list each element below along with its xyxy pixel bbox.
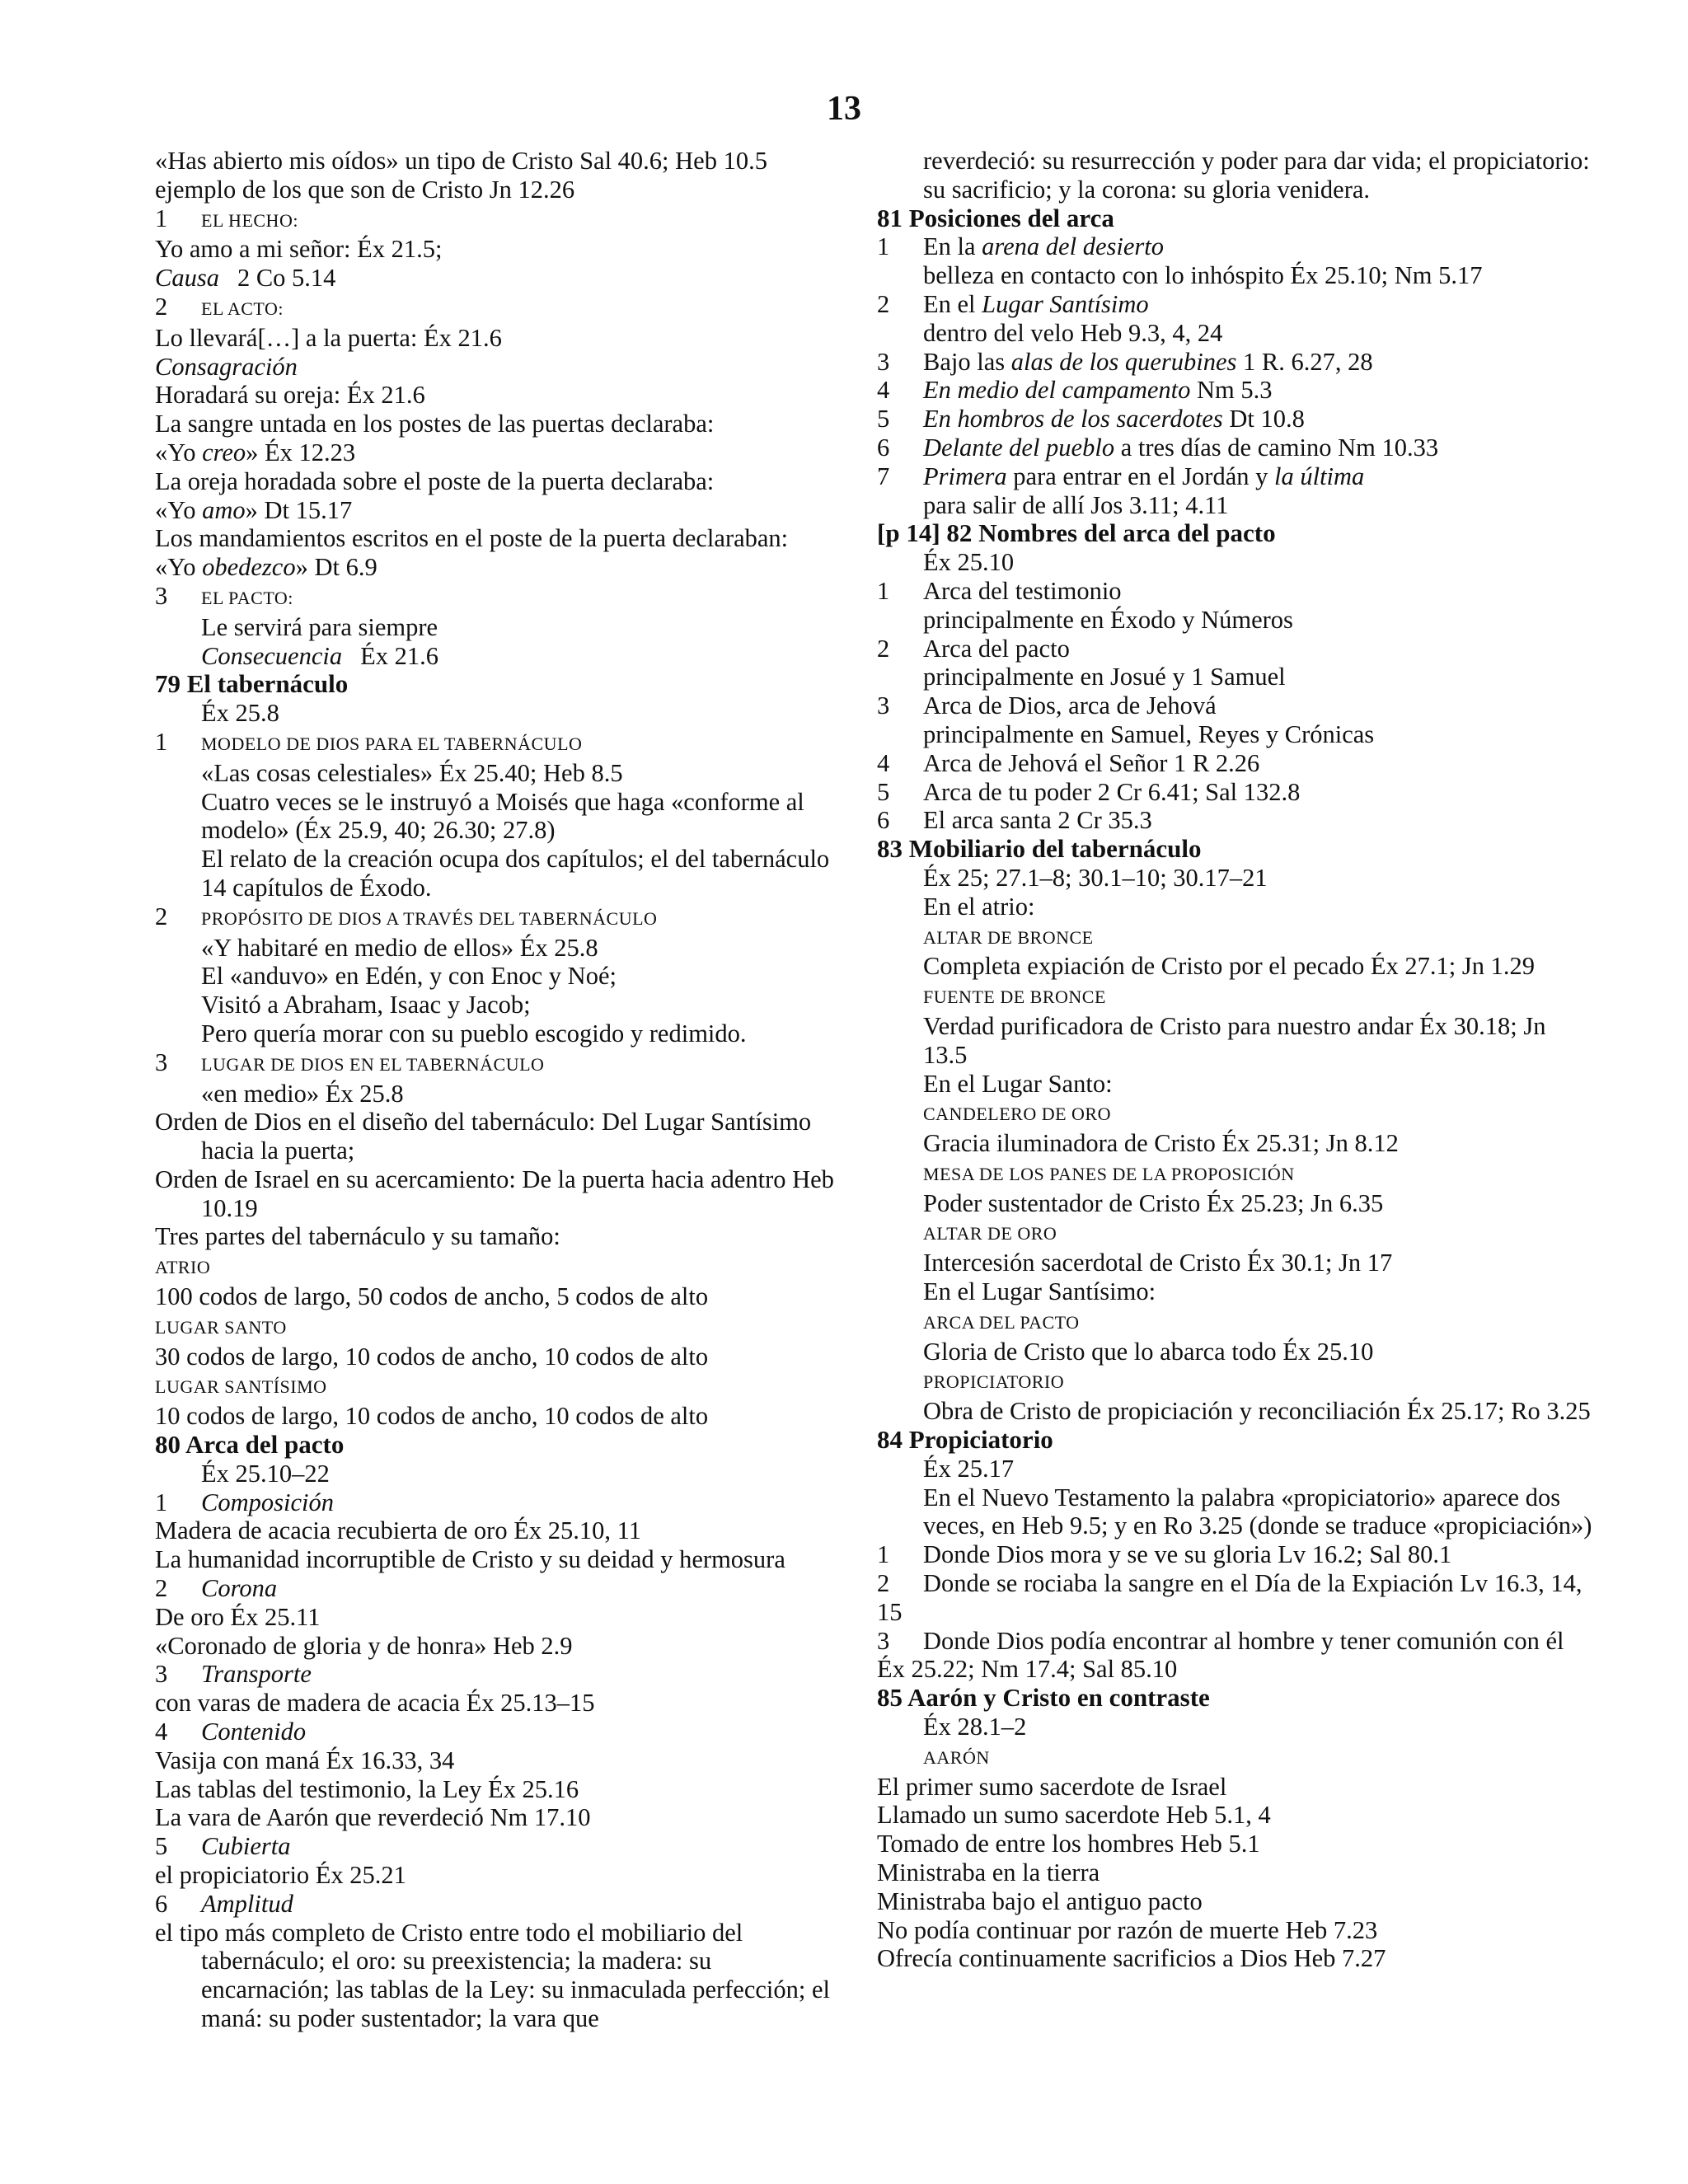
- entry-line: [155, 582, 839, 613]
- entry-line: [877, 405, 1594, 434]
- section-heading: 85 Aarón y Cristo en contraste: [877, 1683, 1210, 1713]
- entry-line: [155, 934, 839, 963]
- entry-text: En el atrio:: [923, 892, 1035, 921]
- item-number: 4: [877, 748, 890, 777]
- entry-line: [877, 1540, 1594, 1569]
- entry-text: El relato de la creación ocupa dos capítulos; el del tabernáculo 14 capítulos de Éxodo.: [201, 845, 830, 902]
- entry-text: Donde Dios mora y se ve su gloria Lv 16.2; Sal 80.1: [923, 1540, 1452, 1569]
- entry-line: [155, 1019, 839, 1048]
- entry-line: [877, 1070, 1594, 1099]
- entry-line: [155, 613, 839, 642]
- entry-line: [155, 642, 839, 671]
- item-number: 5: [155, 1832, 168, 1861]
- italic-text: alas de los querubines: [1010, 347, 1237, 376]
- italic-text: obedezco: [202, 553, 296, 582]
- entry-text: «Las cosas celestiales» Éx 25.40; Heb 8.5: [201, 758, 623, 787]
- small-caps-label: ARCA DEL PACTO: [923, 1311, 1080, 1333]
- entry-text: Éx 28.1–2: [923, 1713, 1027, 1741]
- entry-line: [155, 1890, 839, 1919]
- entry-line: [155, 467, 839, 496]
- entry-line: [155, 1718, 839, 1746]
- entry-line: [155, 902, 839, 934]
- entry-text: Dt 10.8: [1222, 405, 1305, 434]
- small-caps-label: LUGAR SANTÍSIMO: [155, 1376, 327, 1398]
- entry-text: para salir de allí Jos 3.11; 4.11: [923, 490, 1229, 519]
- entry-text: 100 codos de largo, 50 codos de ancho, 5 codos de alto: [155, 1282, 709, 1311]
- page-number: 13: [827, 90, 861, 128]
- entry-text: Ofrecía continuamente sacrificios a Dios Heb 7.27: [877, 1944, 1386, 1973]
- entry-line: [155, 1402, 839, 1431]
- item-number: 6: [877, 806, 890, 835]
- entry-line: [155, 1311, 839, 1343]
- item-number: 1: [155, 204, 168, 232]
- entry-line: [155, 176, 839, 204]
- entry-line: [155, 524, 839, 553]
- entry-text: «Yo: [155, 438, 203, 466]
- entry-text: La humanidad incorruptible de Cristo y su deidad y hermosura: [155, 1545, 785, 1574]
- entry-line: [155, 991, 839, 1019]
- entry-line: [155, 962, 839, 991]
- entry-line: [155, 728, 839, 759]
- entry-line: [877, 981, 1594, 1012]
- entry-text: Arca de Jehová el Señor 1 R 2.26: [923, 748, 1260, 777]
- entry-line: [155, 1574, 839, 1603]
- small-caps-label: PROPICIATORIO: [923, 1371, 1065, 1393]
- entry-text: Orden de Dios en el diseño del tabernáculo: Del Lugar Santísimo hacia la puerta;: [155, 1108, 812, 1165]
- entry-line: [877, 1338, 1594, 1366]
- entry-text: Arca de Dios, arca de Jehová: [923, 691, 1217, 720]
- entry-line: [877, 952, 1594, 981]
- italic-text: Contenido: [201, 1718, 307, 1746]
- item-number: 1: [877, 576, 890, 605]
- entry-line: [155, 324, 839, 353]
- italic-text: Lugar Santísimo: [982, 289, 1149, 318]
- item-number: 7: [877, 462, 890, 490]
- entry-line: [877, 1741, 1594, 1773]
- entry-text: para entrar en el Jordán y: [1006, 462, 1275, 490]
- item-number: 2: [877, 1569, 890, 1598]
- entry-text: La oreja horadada sobre el poste de la puerta declaraba:: [155, 466, 715, 495]
- entry-text: 1 R. 6.27, 28: [1236, 347, 1373, 376]
- entry-line: [877, 147, 1594, 204]
- entry-line: [877, 462, 1594, 491]
- entry-text: belleza en contacto con lo inhóspito Éx 25.10; Nm 5.17: [923, 261, 1483, 290]
- entry-line: [155, 1165, 839, 1223]
- entry-line: [155, 1488, 839, 1517]
- small-caps-label: AARÓN: [923, 1746, 990, 1768]
- entry-line: [877, 1627, 1594, 1685]
- entry-line: [877, 749, 1594, 778]
- entry-line: [155, 496, 839, 525]
- item-number: 1: [877, 232, 890, 261]
- entry-text: el tipo más completo de Cristo entre todo el mobiliario del tabernáculo; el oro: su preexistencia; la madera: su encarnación; las tablas de la Ley: su inmaculada perfección; el maná: su poder sustentador; la vara que: [155, 1918, 830, 2032]
- item-number: 1: [877, 1540, 890, 1569]
- small-caps-label: MODELO DE DIOS PARA EL TABERNÁCULO: [201, 733, 583, 754]
- entry-line: [155, 788, 839, 846]
- entry-text: Donde Dios podía encontrar al hombre y tener comunión con él Éx 25.22; Nm 17.4; Sal 85.10: [877, 1626, 1564, 1684]
- entry-text: Ministraba bajo el antiguo pacto: [877, 1886, 1203, 1915]
- italic-text: arena del desierto: [982, 232, 1164, 261]
- entry-text: Madera de acacia recubierta de oro Éx 25.10, 11: [155, 1516, 641, 1545]
- entry-text: a tres días de camino Nm 10.33: [1114, 433, 1439, 462]
- entry-line: [877, 548, 1594, 577]
- entry-line: [877, 720, 1594, 749]
- entry-line: [877, 864, 1594, 893]
- entry-text: Vasija con maná Éx 16.33, 34: [155, 1746, 455, 1774]
- entry-line: [877, 778, 1594, 807]
- italic-text: En medio del campamento: [923, 376, 1191, 405]
- entry-text: Horadará su oreja: Éx 21.6: [155, 381, 425, 410]
- entry-text: «Coronado de gloria y de honra» Heb 2.9: [155, 1631, 573, 1660]
- section-heading: 81 Posiciones del arca: [877, 203, 1114, 232]
- entry-line: [155, 553, 839, 582]
- entry-line: [877, 1189, 1594, 1218]
- entry-text: Gracia iluminadora de Cristo Éx 25.31; Jn 8.12: [923, 1129, 1399, 1158]
- entry-line: [877, 921, 1594, 953]
- entry-text: principalmente en Josué y 1 Samuel: [923, 663, 1286, 691]
- entry-line: [877, 1217, 1594, 1249]
- item-number: 5: [877, 777, 890, 806]
- entry-line: [155, 1832, 839, 1861]
- small-caps-label: FUENTE DE BRONCE: [923, 987, 1106, 1008]
- scripture-reference: Éx 21.6: [360, 641, 438, 670]
- entry-line: [877, 376, 1594, 405]
- entry-line: [877, 1944, 1594, 1973]
- entry-line: [877, 290, 1594, 319]
- entry-line: [155, 410, 839, 438]
- entry-line: [877, 1129, 1594, 1158]
- entry-text: principalmente en Éxodo y Números: [923, 605, 1293, 634]
- item-number: 2: [155, 902, 168, 930]
- entry-text: Éx 25.10: [923, 548, 1015, 577]
- entry-text: «en medio» Éx 25.8: [201, 1079, 404, 1108]
- entry-line: [155, 1746, 839, 1775]
- item-number: 3: [155, 1660, 168, 1689]
- entry-line: [877, 348, 1594, 377]
- item-number: 6: [877, 433, 890, 462]
- entry-text: Donde se rociaba la sangre en el Día de la Expiación Lv 16.3, 14, 15: [877, 1569, 1582, 1626]
- entry-text: Éx 25.10–22: [201, 1459, 330, 1488]
- entry-text: Arca de tu poder 2 Cr 6.41; Sal 132.8: [923, 777, 1301, 806]
- small-caps-label: CANDELERO DE ORO: [923, 1104, 1111, 1125]
- entry-text: En el Lugar Santísimo:: [923, 1277, 1156, 1306]
- entry-line: [155, 438, 839, 467]
- entry-line: [155, 1861, 839, 1890]
- entry-text: Orden de Israel en su acercamiento: De la puerta hacia adentro Heb 10.19: [155, 1165, 834, 1222]
- entry-line: [155, 1660, 839, 1689]
- entry-line: [155, 1919, 839, 2033]
- entry-text: «Y habitaré en medio de ellos» Éx 25.8: [201, 933, 598, 962]
- entry-text: Éx 25; 27.1–8; 30.1–10; 30.17–21: [923, 863, 1268, 892]
- entry-line: [877, 635, 1594, 663]
- italic-text: la última: [1274, 462, 1365, 490]
- entry-text: En el: [923, 289, 982, 318]
- entry-line: [155, 1632, 839, 1661]
- entry-line: [877, 491, 1594, 520]
- entry-line: [155, 1775, 839, 1804]
- small-caps-label: ALTAR DE ORO: [923, 1223, 1057, 1244]
- small-caps-label: EL ACTO:: [201, 298, 284, 319]
- entry-line: [155, 293, 839, 324]
- entry-text: Éx 25.17: [923, 1454, 1015, 1483]
- italic-text: Amplitud: [201, 1889, 293, 1918]
- item-number: 3: [877, 347, 890, 376]
- entry-line: [155, 1371, 839, 1402]
- small-caps-label: LUGAR DE DIOS EN EL TABERNÁCULO: [201, 1053, 545, 1075]
- entry-text: De oro Éx 25.11: [155, 1602, 321, 1631]
- italic-text: Composición: [201, 1488, 334, 1516]
- entry-text: Arca del testimonio: [923, 576, 1122, 605]
- item-number: 2: [155, 292, 168, 321]
- entry-line: [877, 1277, 1594, 1306]
- entry-line: [877, 1098, 1594, 1129]
- entry-text: Tomado de entre los hombres Heb 5.1: [877, 1830, 1260, 1858]
- entry-line: [155, 699, 839, 728]
- entry-text: Visitó a Abraham, Isaac y Jacob;: [201, 991, 531, 1019]
- entry-text: Ministraba en la tierra: [877, 1858, 1100, 1887]
- entry-line: [877, 1397, 1594, 1426]
- entry-line: [155, 1251, 839, 1282]
- entry-text: principalmente en Samuel, Reyes y Crónicas: [923, 719, 1375, 748]
- item-number: 5: [877, 405, 890, 434]
- item-number: 4: [155, 1718, 168, 1746]
- entry-line: [155, 1460, 839, 1488]
- italic-text: Consecuencia: [201, 641, 343, 670]
- italic-text: Delante del pueblo: [923, 433, 1115, 462]
- entry-text: Le servirá para siempre: [201, 612, 438, 641]
- entry-line: [155, 353, 839, 382]
- entry-text: Bajo las: [923, 347, 1011, 376]
- entry-text: 30 codos de largo, 10 codos de ancho, 10 codos de alto: [155, 1342, 709, 1371]
- italic-text: Consagración: [155, 352, 298, 381]
- entry-text: «Has abierto mis oídos» un tipo de Cristo Sal 40.6; Heb 10.5: [155, 147, 767, 175]
- entry-text: «Yo: [155, 553, 203, 582]
- entry-text: Arca del pacto: [923, 634, 1070, 663]
- entry-line: [155, 1803, 839, 1832]
- item-number: 4: [877, 376, 890, 405]
- entry-line: [155, 204, 839, 236]
- entry-line: [877, 606, 1594, 635]
- entry-line: [155, 1603, 839, 1632]
- entry-text: La sangre untada en los postes de las puertas declaraba:: [155, 410, 715, 438]
- item-number: 3: [155, 1047, 168, 1076]
- left-column: [155, 147, 839, 2033]
- entry-text: el propiciatorio Éx 25.21: [155, 1861, 406, 1890]
- item-number: 1: [155, 727, 168, 756]
- entry-line: [877, 1916, 1594, 1945]
- entry-text: En el Lugar Santo:: [923, 1069, 1113, 1098]
- entry-text: Gloria de Cristo que lo abarca todo Éx 25.10: [923, 1337, 1374, 1366]
- entry-text: Éx 25.8: [201, 699, 279, 728]
- entry-text: dentro del velo Heb 9.3, 4, 24: [923, 318, 1223, 347]
- entry-line: [155, 1282, 839, 1311]
- entry-text: Nm 5.3: [1190, 376, 1273, 405]
- entry-text: Tres partes del tabernáculo y su tamaño:: [155, 1222, 560, 1251]
- entry-line: [877, 1158, 1594, 1189]
- italic-text: creo: [202, 438, 246, 466]
- section-heading: 80 Arca del pacto: [155, 1430, 345, 1460]
- section-heading: 83 Mobiliario del tabernáculo: [877, 834, 1202, 864]
- entry-line: [155, 1080, 839, 1108]
- entry-line: [877, 577, 1594, 606]
- small-caps-label: LUGAR SANTO: [155, 1316, 287, 1338]
- entry-text: Los mandamientos escritos en el poste de la puerta declaraban:: [155, 524, 789, 553]
- small-caps-label: ALTAR DE BRONCE: [923, 926, 1094, 948]
- entry-line: [877, 663, 1594, 691]
- small-caps-label: MESA DE LOS PANES DE LA PROPOSICIÓN: [923, 1163, 1295, 1184]
- entry-text: En el Nuevo Testamento la palabra «propiciatorio» aparece dos veces, en Heb 9.5; y en Ro 3.25 (donde se traduce «propiciación»): [923, 1483, 1592, 1540]
- entry-line: [877, 434, 1594, 462]
- entry-line: [877, 1713, 1594, 1741]
- item-number: 3: [877, 691, 890, 720]
- entry-line: [155, 759, 839, 788]
- entry-line: [155, 1689, 839, 1718]
- entry-text: ejemplo de los que son de Cristo Jn 12.26: [155, 175, 575, 204]
- item-number: 1: [155, 1488, 168, 1516]
- entry-text: «Yo: [155, 495, 203, 524]
- entry-text: con varas de madera de acacia Éx 25.13–15: [155, 1689, 595, 1718]
- entry-line: [155, 147, 839, 176]
- entry-line: [155, 235, 839, 264]
- small-caps-label: ATRIO: [155, 1257, 211, 1278]
- entry-text: Llamado un sumo sacerdote Heb 5.1, 4: [877, 1801, 1271, 1830]
- section-heading: 79 El tabernáculo: [155, 669, 349, 699]
- italic-text: Corona: [201, 1574, 278, 1603]
- entry-text: Yo amo a mi señor: Éx 21.5;: [155, 235, 443, 264]
- entry-line: [155, 264, 839, 293]
- entry-line: [877, 319, 1594, 348]
- entry-text: Lo llevará[…] a la puerta: Éx 21.6: [155, 323, 502, 352]
- entry-line: [877, 1012, 1594, 1070]
- entry-line: [877, 806, 1594, 835]
- entry-text: Obra de Cristo de propiciación y reconciliación Éx 25.17; Ro 3.25: [923, 1397, 1591, 1426]
- entry-text: En la: [923, 232, 982, 261]
- entry-line: [877, 1858, 1594, 1887]
- entry-line: [877, 1483, 1594, 1541]
- entry-line: [877, 1366, 1594, 1397]
- right-column: [877, 147, 1594, 1973]
- entry-line: [877, 1569, 1594, 1627]
- entry-line: [155, 1048, 839, 1080]
- item-number: 3: [155, 581, 168, 610]
- section-heading: [p 14] 82 Nombres del arca del pacto: [877, 518, 1276, 548]
- small-caps-label: EL PACTO:: [201, 587, 293, 608]
- entry-text: reverdeció: su resurrección y poder para dar vida; el propiciatorio: su sacrificio; y la corona: su gloria venidera.: [923, 147, 1590, 204]
- entry-text: Completa expiación de Cristo por el pecado Éx 27.1; Jn 1.29: [923, 952, 1536, 981]
- entry-text: Intercesión sacerdotal de Cristo Éx 30.1; Jn 17: [923, 1249, 1393, 1277]
- italic-text: Primera: [923, 462, 1007, 490]
- small-caps-label: EL HECHO:: [201, 209, 298, 231]
- entry-text: El arca santa 2 Cr 35.3: [923, 806, 1152, 835]
- entry-text: No podía continuar por razón de muerte Heb 7.23: [877, 1915, 1378, 1944]
- entry-line: [155, 1545, 839, 1574]
- entry-text: Verdad purificadora de Cristo para nuestro andar Éx 30.18; Jn 13.5: [923, 1011, 1546, 1069]
- italic-text: Transporte: [201, 1660, 312, 1689]
- italic-text: Cubierta: [201, 1832, 291, 1861]
- item-number: 2: [877, 289, 890, 318]
- entry-line: [877, 893, 1594, 921]
- italic-text: amo: [202, 495, 246, 524]
- entry-text: El primer sumo sacerdote de Israel: [877, 1772, 1227, 1801]
- entry-text: El «anduvo» en Edén, y con Enoc y Noé;: [201, 962, 617, 991]
- entry-text: La vara de Aarón que reverdeció Nm 17.10: [155, 1803, 591, 1832]
- item-number: 2: [155, 1574, 168, 1603]
- item-number: 6: [155, 1889, 168, 1918]
- entry-text: 10 codos de largo, 10 codos de ancho, 10 codos de alto: [155, 1402, 709, 1431]
- entry-line: [155, 1343, 839, 1371]
- entry-line: [877, 1773, 1594, 1802]
- entry-line: [877, 1306, 1594, 1338]
- entry-line: [877, 261, 1594, 290]
- entry-line: [877, 1887, 1594, 1916]
- scripture-reference: 2 Co 5.14: [237, 264, 336, 293]
- entry-text: » Dt 15.17: [245, 495, 353, 524]
- item-number: 2: [877, 634, 890, 663]
- entry-line: [877, 691, 1594, 720]
- small-caps-label: PROPÓSITO DE DIOS A TRAVÉS DEL TABERNÁCULO: [201, 907, 658, 929]
- entry-line: [155, 845, 839, 902]
- section-heading: 84 Propiciatorio: [877, 1425, 1053, 1455]
- entry-text: Poder sustentador de Cristo Éx 25.23; Jn 6.35: [923, 1188, 1384, 1217]
- entry-line: [155, 1516, 839, 1545]
- entry-line: [155, 1222, 839, 1251]
- entry-line: [155, 1108, 839, 1165]
- entry-text: » Éx 12.23: [246, 438, 356, 466]
- entry-text: » Dt 6.9: [295, 553, 377, 582]
- entry-line: [877, 232, 1594, 261]
- item-number: 3: [877, 1626, 890, 1655]
- italic-text: En hombros de los sacerdotes: [923, 405, 1223, 434]
- entry-line: [877, 1249, 1594, 1277]
- entry-line: [877, 1455, 1594, 1483]
- entry-line: [877, 1801, 1594, 1830]
- entry-text: Cuatro veces se le instruyó a Moisés que haga «conforme al modelo» (Éx 25.9, 40; 26.30; 27.8): [201, 787, 804, 845]
- entry-text: Pero quería morar con su pueblo escogido y redimido.: [201, 1019, 747, 1047]
- italic-text: Causa: [155, 264, 219, 293]
- entry-line: [877, 1830, 1594, 1858]
- entry-line: [155, 381, 839, 410]
- entry-text: Las tablas del testimonio, la Ley Éx 25.16: [155, 1774, 579, 1803]
